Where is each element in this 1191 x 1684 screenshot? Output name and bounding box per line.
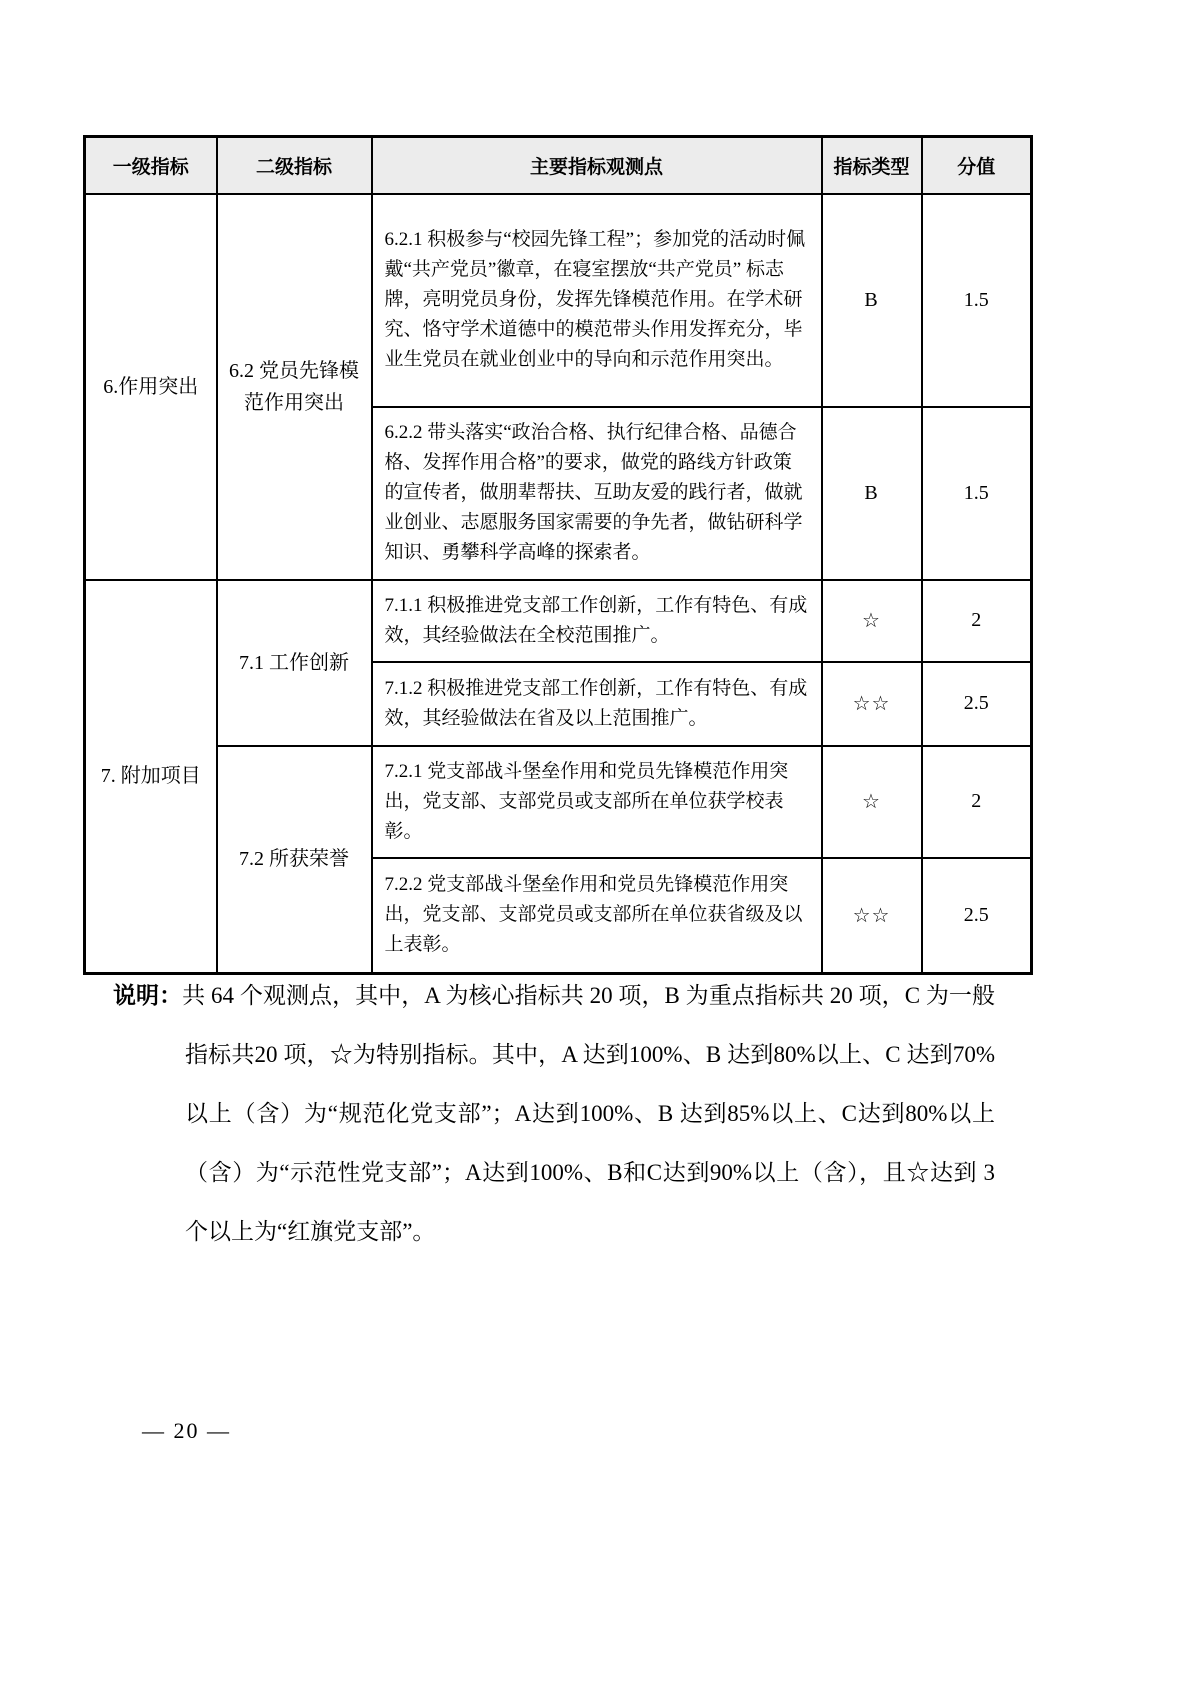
type-cell-6-2-2: B: [822, 407, 922, 580]
score-cell-6-2-2: 1.5: [922, 407, 1032, 580]
level2-cell-7-1: 7.1 工作创新: [217, 580, 372, 746]
observation-cell-6-2-1: 6.2.1 积极参与“校园先锋工程”；参加党的活动时佩戴“共产党员”徽章，在寝室摆放“共产党员” 标志牌，亮明党员身份，发挥先锋模范作用。在学术研究、恪守学术道德中的模范带头作用发挥充分，毕业生党员在就业创业中的导向和示范作用突出。: [372, 194, 822, 407]
observation-cell-7-1-1: 7.1.1 积极推进党支部工作创新，工作有特色、有成效，其经验做法在全校范围推广。: [372, 580, 822, 662]
table-row: [85, 194, 1032, 407]
col-header-type: 指标类型: [822, 137, 922, 194]
type-cell-6-2-1: B: [822, 194, 922, 407]
col-header-observation: 主要指标观测点: [372, 137, 822, 194]
indicator-table: [83, 135, 1033, 975]
page-number: — 20 —: [142, 1418, 231, 1443]
level2-cell-7-2: 7.2 所获荣誉: [217, 746, 372, 974]
type-cell-7-2-1: ☆: [822, 746, 922, 858]
col-header-score: 分值: [922, 137, 1032, 194]
level1-cell-6: 6.作用突出: [85, 194, 217, 580]
score-cell-7-2-2: 2.5: [922, 858, 1032, 974]
table-header-row: [85, 137, 1032, 194]
type-cell-7-2-2: ☆☆: [822, 858, 922, 974]
col-header-level2: 二级指标: [217, 137, 372, 194]
level2-cell-6-2: 6.2 党员先锋模范作用突出: [217, 194, 372, 580]
type-cell-7-1-1: ☆: [822, 580, 922, 662]
col-header-level1: 一级指标: [85, 137, 217, 194]
score-cell-6-2-1: 1.5: [922, 194, 1032, 407]
score-cell-7-1-1: 2: [922, 580, 1032, 662]
score-cell-7-1-2: 2.5: [922, 662, 1032, 746]
score-cell-7-2-1: 2: [922, 746, 1032, 858]
note-text: 共 64 个观测点，其中，A 为核心指标共 20 项，B 为重点指标共 20 项，C 为一般指标共20 项，☆为特别指标。其中，A 达到100%、B 达到80%以上、C 达到70%以上（含）为“规范化党支部”；A达到100%、B 达到85%以上、C达到80%以上（含）为“示范性党支部”；A达到100%、B和C达到90%以上（含），且☆达到 3个以上为“红旗党支部”。: [182, 983, 995, 1244]
explanation-note: [113, 966, 995, 1261]
observation-cell-7-2-2: 7.2.2 党支部战斗堡垒作用和党员先锋模范作用突出，党支部、支部党员或支部所在单位获省级及以上表彰。: [372, 858, 822, 974]
observation-cell-7-2-1: 7.2.1 党支部战斗堡垒作用和党员先锋模范作用突出，党支部、支部党员或支部所在单位获学校表彰。: [372, 746, 822, 858]
observation-cell-6-2-2: 6.2.2 带头落实“政治合格、执行纪律合格、品德合格、发挥作用合格”的要求，做党的路线方针政策的宣传者，做朋辈帮扶、互助友爱的践行者，做就业创业、志愿服务国家需要的争先者，做钻研科学知识、勇攀科学高峰的探索者。: [372, 407, 822, 580]
type-cell-7-1-2: ☆☆: [822, 662, 922, 746]
table-row: [85, 746, 1032, 858]
observation-cell-7-1-2: 7.1.2 积极推进党支部工作创新，工作有特色、有成效，其经验做法在省及以上范围推广。: [372, 662, 822, 746]
table-row: [85, 580, 1032, 662]
note-label: 说明：: [113, 982, 183, 1008]
level1-cell-7: 7. 附加项目: [85, 580, 217, 974]
